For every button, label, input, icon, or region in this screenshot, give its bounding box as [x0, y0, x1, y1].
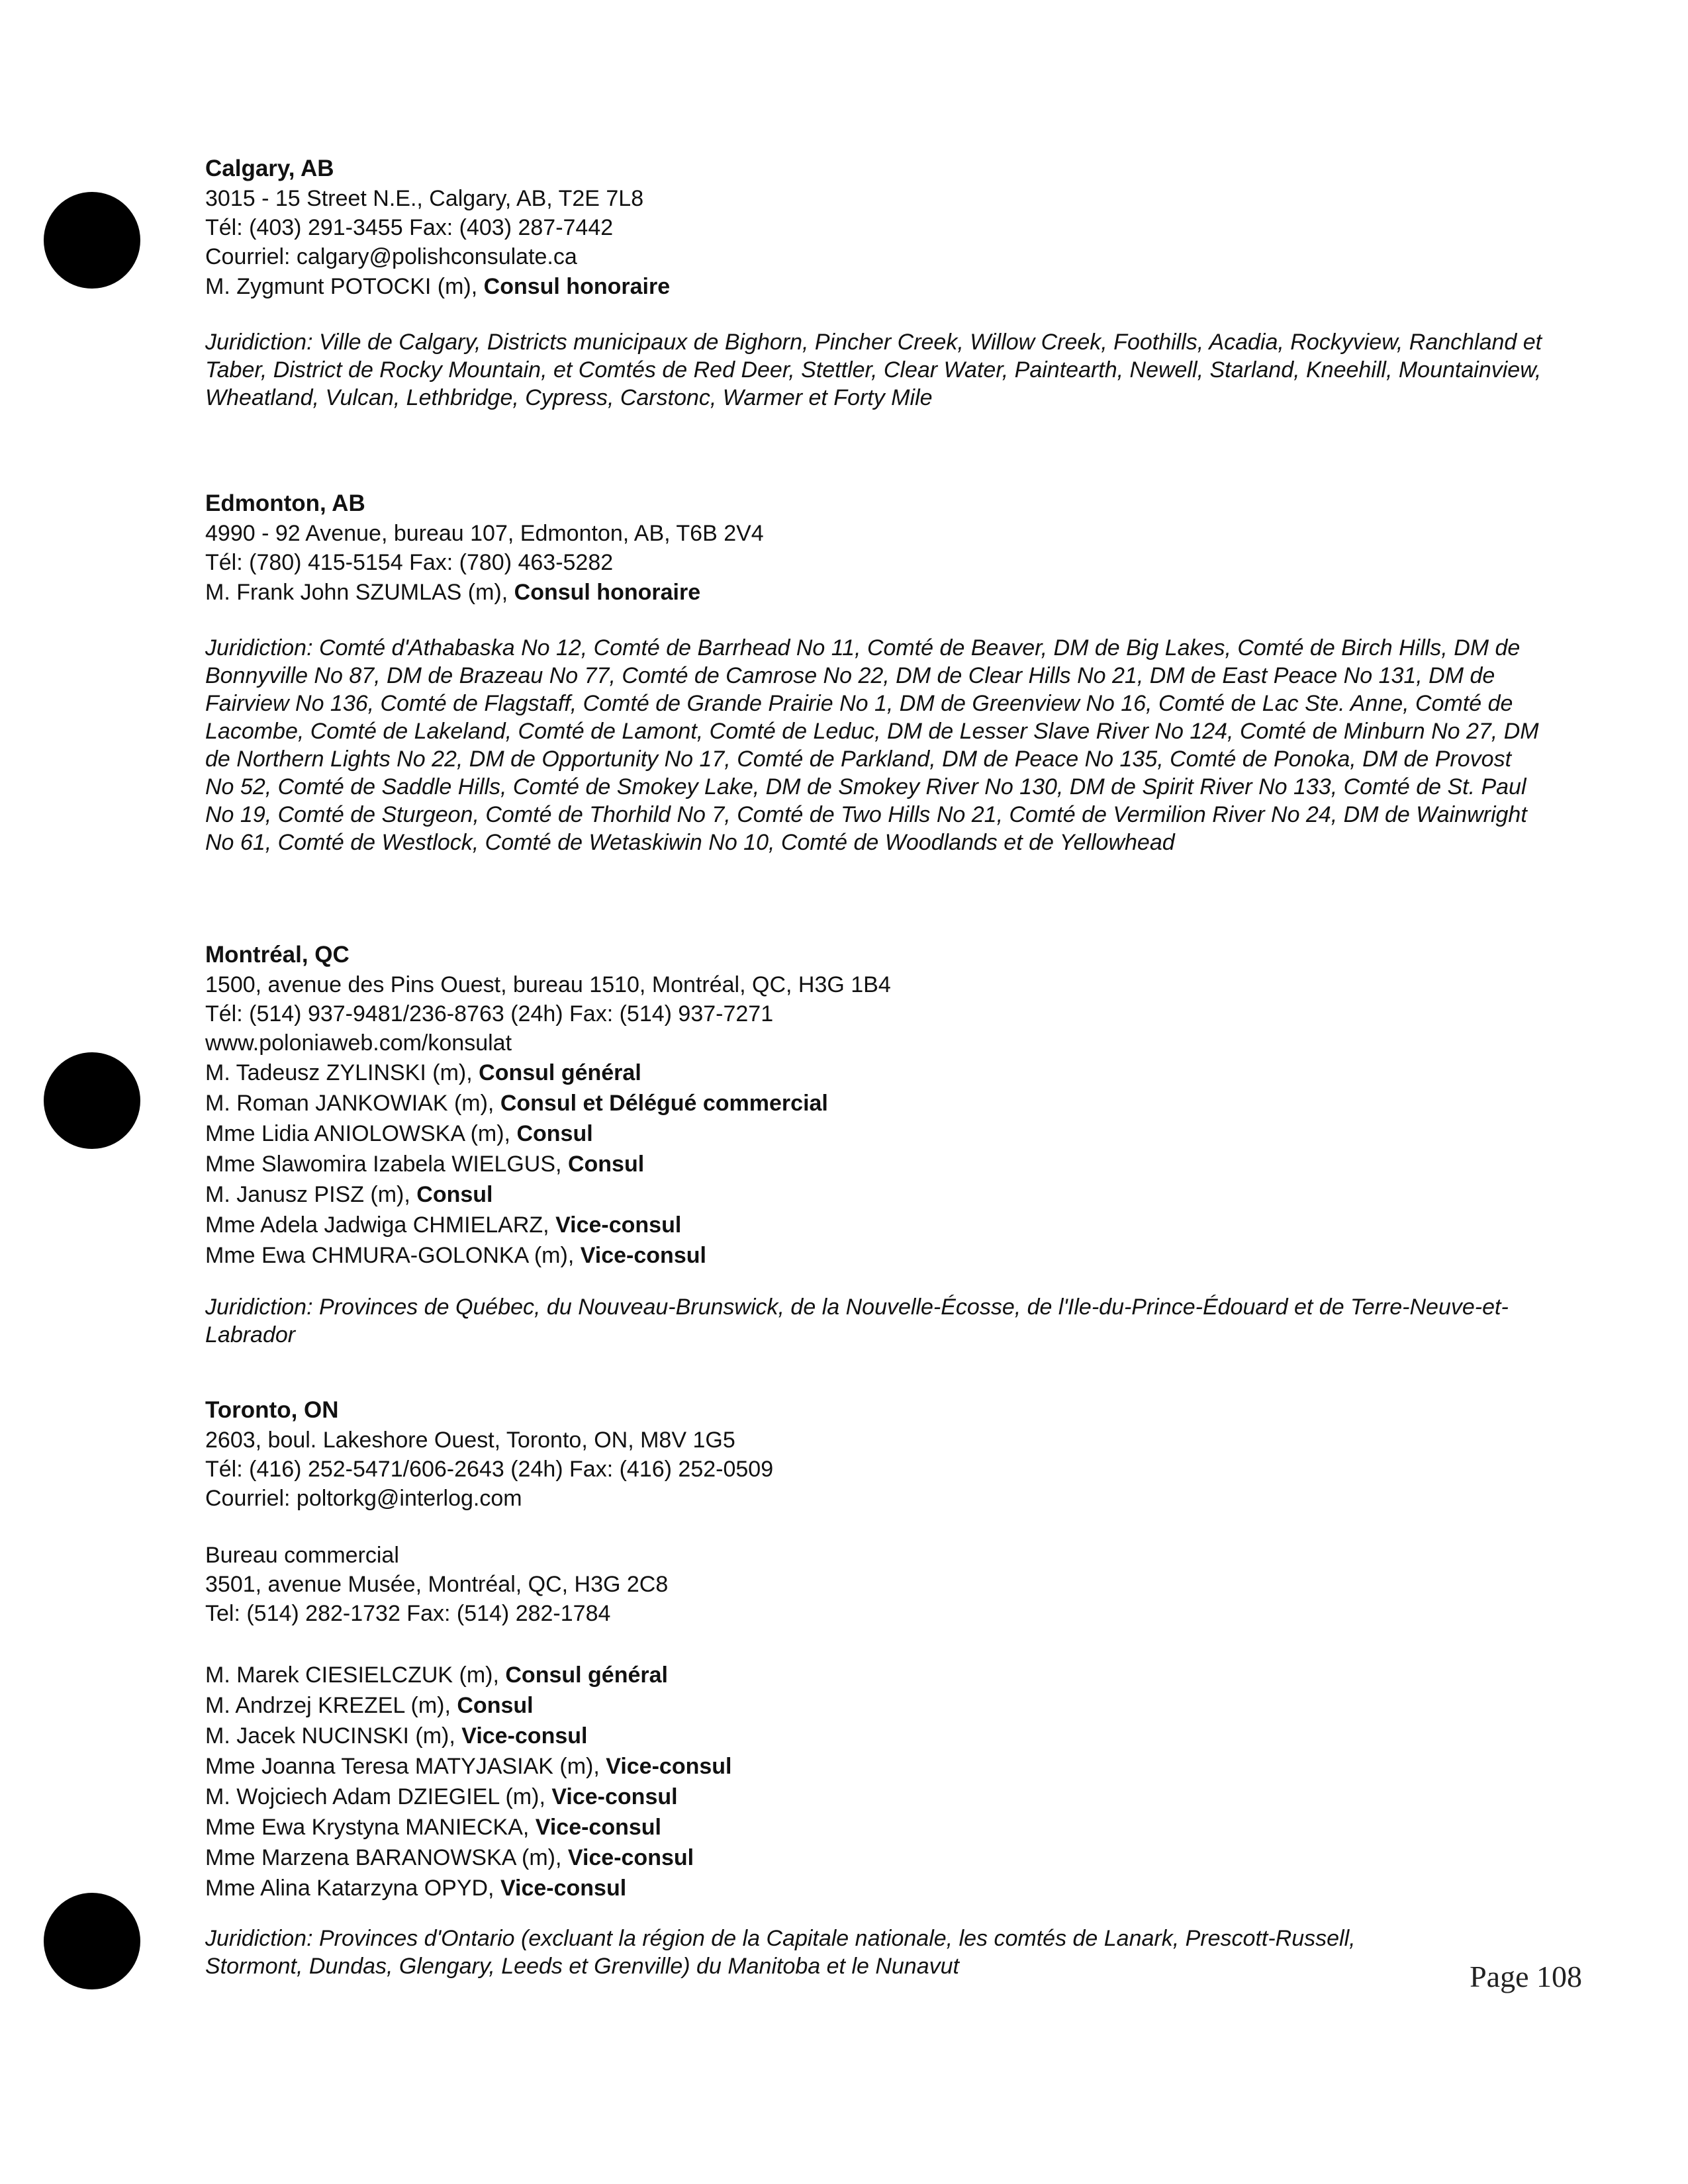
- address-line: 4990 - 92 Avenue, bureau 107, Edmonton, AB, T6B 2V4: [205, 521, 764, 546]
- person-entry: [205, 1721, 1549, 1751]
- person-name: M. Zygmunt POTOCKI (m),: [205, 274, 484, 299]
- section-heading: Montréal, QC: [205, 942, 350, 968]
- office-phone-line: Tel: (514) 282-1732 Fax: (514) 282-1784: [205, 1601, 611, 1626]
- person-title: Vice-consul: [535, 1815, 662, 1840]
- person-title: Vice-consul: [580, 1243, 706, 1268]
- person-entry: [205, 1751, 1549, 1782]
- section-edmonton: [205, 488, 1549, 856]
- person-title: Vice-consul: [567, 1845, 694, 1870]
- person-name: Mme Ewa Krystyna MANIECKA,: [205, 1815, 536, 1840]
- person-title: Vice-consul: [606, 1754, 732, 1779]
- punch-hole-top: [44, 192, 140, 289]
- address-line: 1500, avenue des Pins Ouest, bureau 1510, Montréal, QC, H3G 1B4: [205, 972, 891, 997]
- section-toronto: [205, 1395, 1549, 1980]
- person-name: Mme Ewa CHMURA-GOLONKA (m),: [205, 1243, 581, 1268]
- jurisdiction-text: Juridiction: Provinces d'Ontario (excluant la région de la Capitale nationale, les comtés de Lanark, Prescott-Russell, Stormont, Dundas, Glengary, Leeds et Grenville) du Manitoba et le Nunavut: [205, 1926, 1356, 1979]
- person-entry: [205, 1660, 1549, 1690]
- person-title: Consul: [516, 1121, 593, 1146]
- person-entry: [205, 1240, 1549, 1271]
- person-entry: [205, 1058, 1549, 1088]
- person-entry: [205, 1690, 1549, 1721]
- section-calgary: [205, 154, 1549, 412]
- person-entry: [205, 1088, 1549, 1118]
- person-title: Vice-consul: [551, 1784, 678, 1809]
- section-heading: Edmonton, AB: [205, 490, 365, 516]
- person-entry: [205, 1149, 1549, 1179]
- person-entry: [205, 1210, 1549, 1240]
- person-entry: [205, 1782, 1549, 1812]
- website-line: www.poloniaweb.com/konsulat: [205, 1030, 512, 1056]
- person-entry: [205, 1179, 1549, 1210]
- punch-hole-middle: [44, 1052, 140, 1149]
- person-name: Mme Joanna Teresa MATYJASIAK (m),: [205, 1754, 606, 1779]
- person-title: Consul: [416, 1182, 493, 1207]
- person-name: M. Frank John SZUMLAS (m),: [205, 580, 514, 605]
- person-name: M. Andrzej KREZEL (m),: [205, 1693, 457, 1718]
- phone-line: Tél: (403) 291-3455 Fax: (403) 287-7442: [205, 215, 614, 240]
- person-title: Consul: [567, 1152, 645, 1177]
- person-title: Consul: [457, 1693, 534, 1718]
- address-line: 3015 - 15 Street N.E., Calgary, AB, T2E 7L8: [205, 186, 644, 211]
- address-line: 2603, boul. Lakeshore Ouest, Toronto, ON, M8V 1G5: [205, 1428, 735, 1453]
- section-heading: Calgary, AB: [205, 156, 334, 181]
- phone-line: Tél: (514) 937-9481/236-8763 (24h) Fax: (514) 937-7271: [205, 1001, 774, 1026]
- person-name: M. Jacek NUCINSKI (m),: [205, 1723, 462, 1749]
- page-number: Page 108: [1470, 1960, 1582, 1993]
- office-label: Bureau commercial: [205, 1543, 399, 1568]
- email-line: Courriel: poltorkg@interlog.com: [205, 1486, 522, 1511]
- person-name: M. Wojciech Adam DZIEGIEL (m),: [205, 1784, 552, 1809]
- person-name: M. Roman JANKOWIAK (m),: [205, 1091, 500, 1116]
- person-entry: [205, 1812, 1549, 1843]
- person-title: Consul honoraire: [483, 274, 671, 299]
- person-name: M. Janusz PISZ (m),: [205, 1182, 417, 1207]
- person-name: M. Marek CIESIELCZUK (m),: [205, 1662, 506, 1688]
- jurisdiction-text: Juridiction: Provinces de Québec, du Nouveau-Brunswick, de la Nouvelle-Écosse, de l'Ile-du-Prince-Édouard et de Terre-Neuve-et-Labrador: [205, 1295, 1509, 1347]
- section-montreal: [205, 940, 1549, 1349]
- person-title: Consul général: [505, 1662, 668, 1688]
- person-entry: [205, 1843, 1549, 1873]
- person-name: Mme Alina Katarzyna OPYD,: [205, 1876, 500, 1901]
- person-entry: [205, 271, 1549, 302]
- person-name: Mme Lidia ANIOLOWSKA (m),: [205, 1121, 517, 1146]
- person-title: Consul et Délégué commercial: [500, 1091, 828, 1116]
- person-name: Mme Slawomira Izabela WIELGUS,: [205, 1152, 568, 1177]
- person-entry: [205, 1873, 1549, 1903]
- person-title: Vice-consul: [461, 1723, 588, 1749]
- person-entry: [205, 577, 1549, 608]
- office-address-line: 3501, avenue Musée, Montréal, QC, H3G 2C8: [205, 1572, 669, 1597]
- jurisdiction-text: Juridiction: Comté d'Athabaska No 12, Comté de Barrhead No 11, Comté de Beaver, DM de Big Lakes, Comté de Birch Hills, DM de Bonnyville No 87, DM de Brazeau No 77, Comté de Camrose No 22, DM de Clear Hills No 21, DM de East Peace No 131, DM de Fairview No 136, Comté de Flagstaff, Comté de Grande Prairie No 1, DM de Greenview No 16, Comté de Lac Ste. Anne, Comté de Lacombe, Comté de Lakeland, Comté de Lamont, Comté de Leduc, DM de Lesser Slave River No 124, Comté de Minburn No 27, DM de Northern Lights No 22, DM de Opportunity No 17, Comté de Parkland, DM de Peace No 135, Comté de Ponoka, DM de Provost No 52, Comté de Saddle Hills, Comté de Smokey Lake, DM de Smokey River No 130, DM de Spirit River No 133, Comté de St. Paul No 19, Comté de Sturgeon, Comté de Thorhild No 7, Comté de Two Hills No 21, Comté de Vermilion River No 24, DM de Wainwright No 61, Comté de Westlock, Comté de Wetaskiwin No 10, Comté de Woodlands et de Yellowhead: [205, 635, 1539, 855]
- person-title: Vice-consul: [500, 1876, 627, 1901]
- email-line: Courriel: calgary@polishconsulate.ca: [205, 244, 577, 269]
- person-name: Mme Adela Jadwiga CHMIELARZ,: [205, 1212, 556, 1238]
- section-heading: Toronto, ON: [205, 1397, 339, 1423]
- person-entry: [205, 1118, 1549, 1149]
- person-title: Consul général: [479, 1060, 641, 1085]
- jurisdiction-text: Juridiction: Ville de Calgary, Districts municipaux de Bighorn, Pincher Creek, Willow Creek, Foothills, Acadia, Rockyview, Ranchland et Taber, District de Rocky Mountain, et Comtés de Red Deer, Stettler, Clear Water, Paintearth, Newell, Starland, Kneehill, Mountainview, Wheatland, Vulcan, Lethbridge, Cypress, Carstonc, Warmer et Forty Mile: [205, 330, 1542, 410]
- phone-line: Tél: (416) 252-5471/606-2643 (24h) Fax: (416) 252-0509: [205, 1457, 774, 1482]
- person-title: Consul honoraire: [514, 580, 701, 605]
- person-name: M. Tadeusz ZYLINSKI (m),: [205, 1060, 479, 1085]
- punch-hole-bottom: [44, 1893, 140, 1989]
- person-title: Vice-consul: [555, 1212, 682, 1238]
- person-name: Mme Marzena BARANOWSKA (m),: [205, 1845, 568, 1870]
- phone-line: Tél: (780) 415-5154 Fax: (780) 463-5282: [205, 550, 614, 575]
